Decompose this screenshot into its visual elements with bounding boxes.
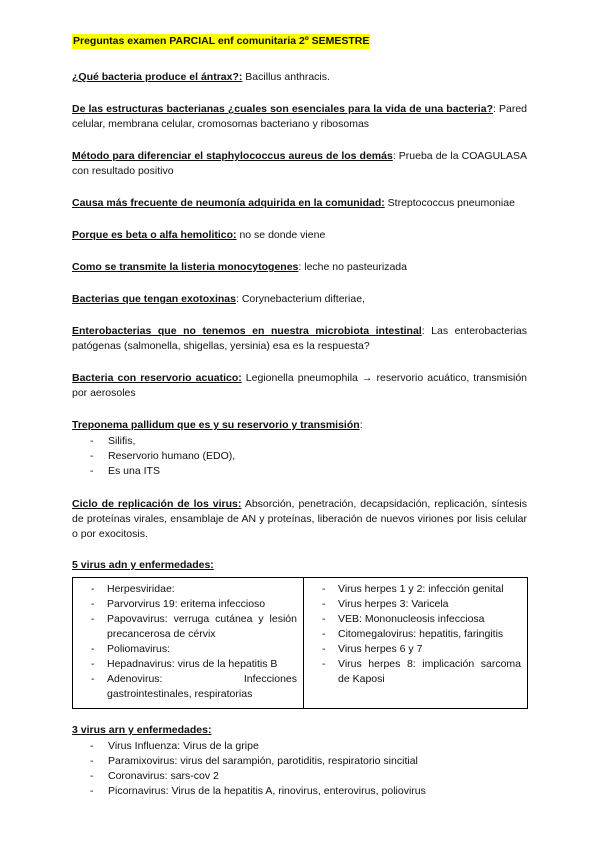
list-item: - Citomegalovirus: hepatitis, faringitis — [322, 627, 521, 642]
question-enterobacteria: Enterobacterias que no tenemos en nuestra microbiota intestinal: Las enterobacterias patógenas (salmonella, shigellas, yersinia) esa es la respuesta? — [72, 325, 527, 352]
document-page — [72, 34, 527, 799]
list-item: - Poliomavirus: — [91, 642, 297, 657]
list-item: - Herpesviridae: — [91, 582, 297, 597]
question-treponema: Treponema pallidum que es y su reservorio y transmisión: — [72, 419, 363, 431]
list-item: - Parvorvirus 19: eritema infeccioso — [91, 597, 297, 612]
list-item: - Adenovirus: Infecciones gastrointestinales, respiratorias — [91, 672, 297, 702]
list-item: - Hepadnavirus: virus de la hepatitis B — [91, 657, 297, 672]
list-item: - Virus Influenza: Virus de la gripe — [90, 739, 527, 754]
question-exotoxins: Bacterias que tengan exotoxinas: Corynebacterium difteriae, — [72, 293, 365, 305]
treponema-list — [72, 434, 527, 479]
question-staphylococcus: Método para diferenciar el staphylococcus aureus de los demás: Prueba de la COAGULASA con resultado positivo — [72, 150, 527, 177]
rna-virus-title: 3 virus arn y enfermedades: — [72, 724, 212, 736]
list-item: - Virus herpes 3: Varicela — [322, 597, 521, 612]
dna-virus-table — [72, 577, 528, 709]
list-item: - Es una ITS — [90, 464, 527, 479]
list-item: - VEB: Mononucleosis infecciosa — [322, 612, 521, 627]
question-pneumonia: Causa más frecuente de neumonía adquirida en la comunidad: Streptococcus pneumoniae — [72, 197, 515, 209]
list-item: - Virus herpes 6 y 7 — [322, 642, 521, 657]
question-hemolytic: Porque es beta o alfa hemolitico: no se donde viene — [72, 229, 326, 241]
question-aquatic-reservoir: Bacteria con reservorio acuatico: Legionella pneumophila → reservorio acuático, transmisión por aerosoles — [72, 372, 527, 399]
list-item: - Silifis, — [90, 434, 527, 449]
document-title: Preguntas examen PARCIAL enf comunitaria 2º SEMESTRE — [73, 35, 370, 47]
herpes-virus-cell — [304, 578, 528, 709]
list-item: - Picornavirus: Virus de la hepatitis A, rinovirus, enterovirus, poliovirus — [90, 784, 527, 799]
question-listeria: Como se transmite la listeria monocytogenes: leche no pasteurizada — [72, 261, 407, 273]
question-bacterial-structures: De las estructuras bacterianas ¿cuales son esenciales para la vida de una bacteria?: Pared celular, membrana celular, cromosomas bacteriano y ribosomas — [72, 103, 528, 130]
dna-virus-title: 5 virus adn y enfermedades: — [72, 559, 214, 571]
question-anthrax: ¿Qué bacteria produce el ántrax?: Bacillus anthracis. — [72, 71, 330, 83]
dna-virus-families-cell — [73, 578, 304, 709]
list-item: - Papovavirus: verruga cutánea y lesión precancerosa de cérvix — [91, 612, 297, 642]
list-item: - Coronavirus: sars-cov 2 — [90, 769, 527, 784]
rna-virus-list — [72, 739, 527, 799]
question-replication-cycle: Ciclo de replicación de los virus: Absorción, penetración, decapsidación, replicación, síntesis de proteínas virales, ensamblaje de AN y proteínas, liberación de nuevos viriones por lisis celular o por exocitosis. — [72, 498, 527, 540]
list-item: - Paramixovirus: virus del sarampión, parotiditis, respiratorio sincitial — [90, 754, 527, 769]
list-item: - Reservorio humano (EDO), — [90, 449, 527, 464]
list-item: - Virus herpes 1 y 2: infección genital — [322, 582, 521, 597]
list-item: - Virus herpes 8: implicación sarcoma de Kaposi — [322, 657, 521, 687]
